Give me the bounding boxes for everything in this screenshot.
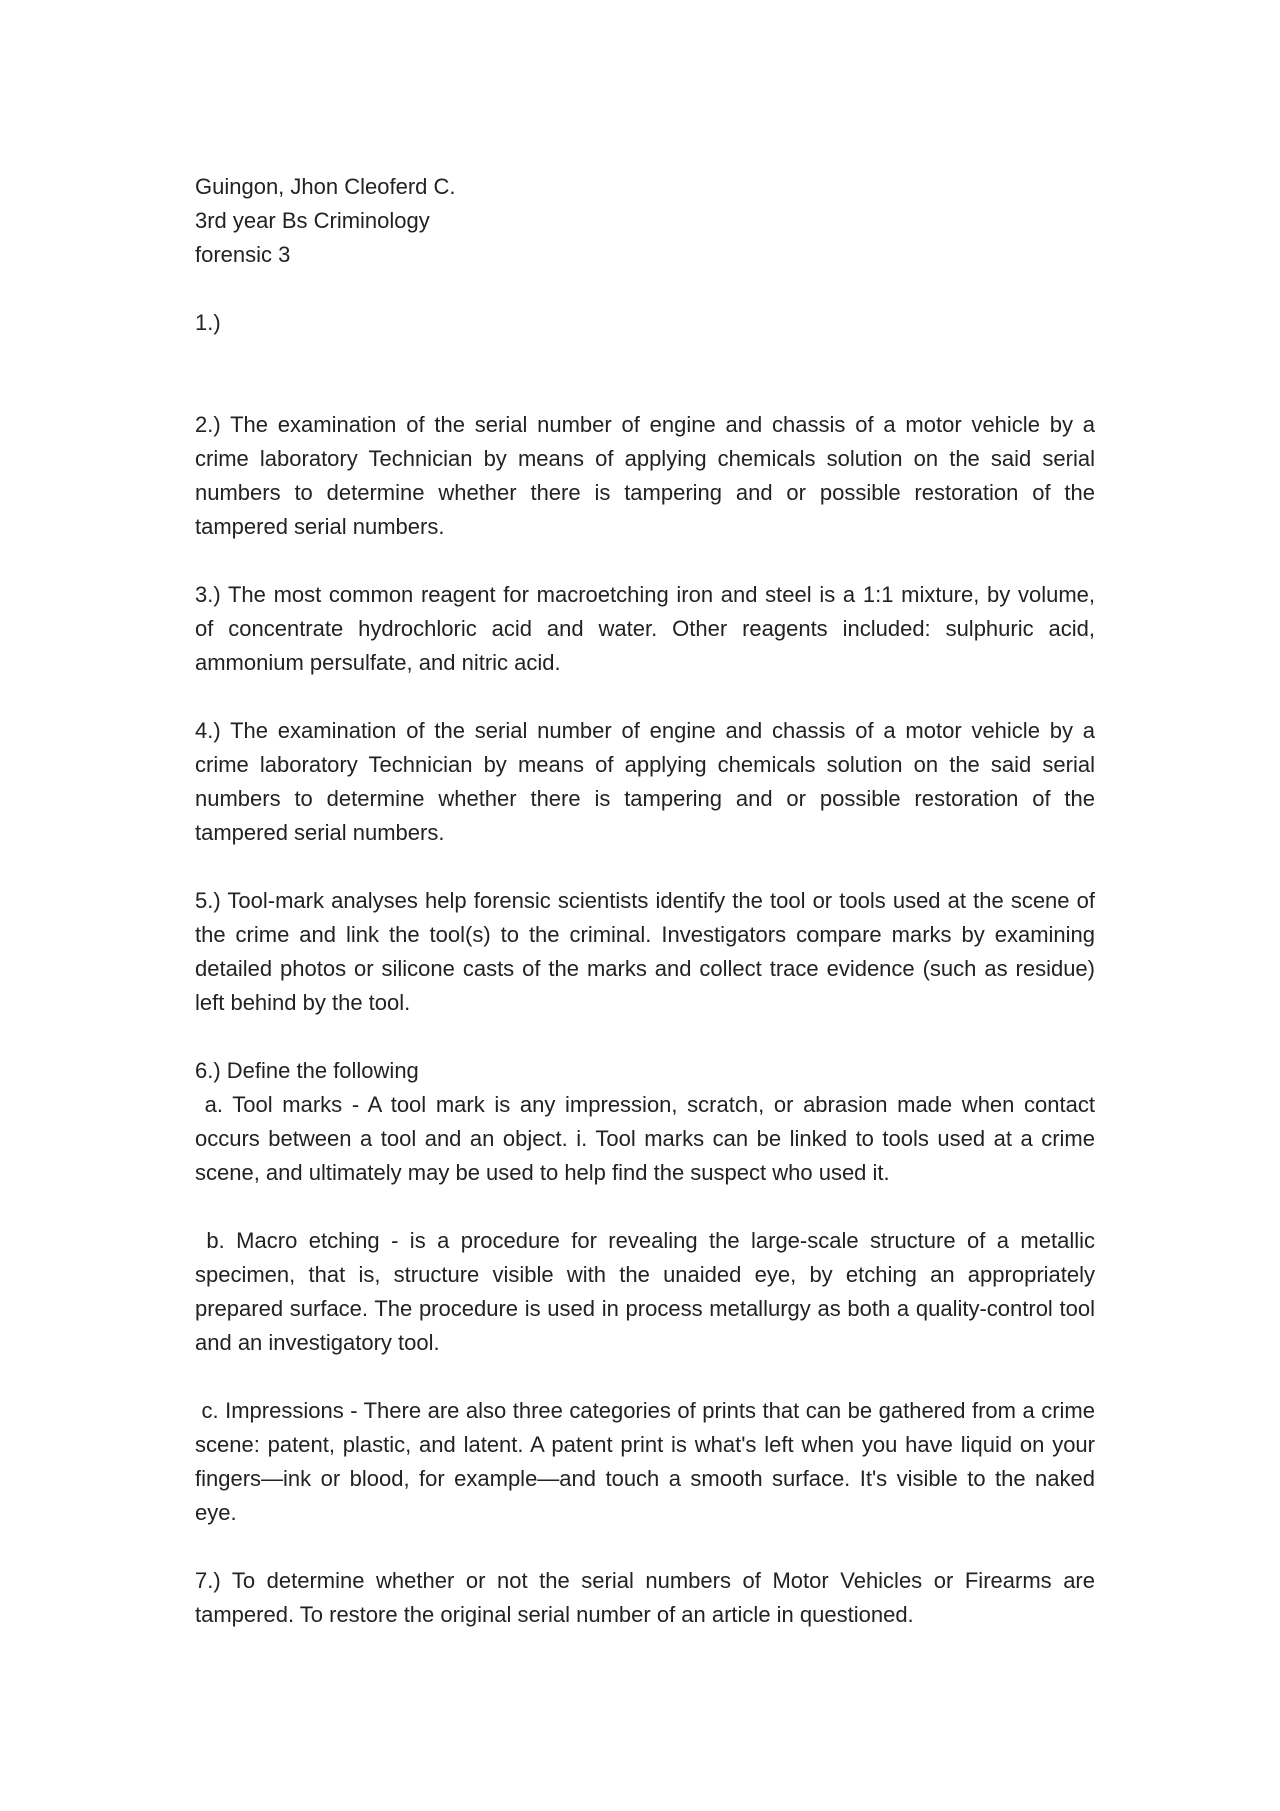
answer-6b: b. Macro etching - is a procedure for revealing the large-scale structure of a metallic specimen, that is, structure visible with the unaided eye, by etching an appropriately prepared surface. The procedure is used in process metallurgy as both a quality-control tool and an investigatory tool.: [195, 1228, 1102, 1355]
student-name: Guingon, Jhon Cleoferd C.: [195, 174, 456, 199]
answer-6a: a. Tool marks - A tool mark is any impression, scratch, or abrasion made when contact occurs between a tool and an object. i. Tool marks can be linked to tools used at a crime scene, and ultimately may be used to help find the suspect who used it.: [195, 1092, 1102, 1185]
document-page: [195, 170, 1102, 1632]
student-year-course: 3rd year Bs Criminology: [195, 208, 430, 233]
answer-3: 3.) The most common reagent for macroetching iron and steel is a 1:1 mixture, by volume, of concentrate hydrochloric acid and water. Other reagents included: sulphuric acid, ammonium persulfate, and nitric acid.: [195, 582, 1095, 675]
answer-4: 4.) The examination of the serial number of engine and chassis of a motor vehicle by a crime laboratory Technician by means of applying chemicals solution on the said serial numbers to determine whether there is tampering and or possible restoration of the tampered serial numbers.: [195, 718, 1095, 845]
answer-2: 2.) The examination of the serial number of engine and chassis of a motor vehicle by a crime laboratory Technician by means of applying chemicals solution on the said serial numbers to determine whether there is tampering and or possible restoration of the tampered serial numbers.: [195, 412, 1095, 539]
answer-6c: c. Impressions - There are also three categories of prints that can be gathered from a crime scene: patent, plastic, and latent. A patent print is what's left when you have liquid on your fingers—ink or blood, for example—and touch a smooth surface. It's visible to the naked eye.: [195, 1398, 1102, 1525]
subject-title: forensic 3: [195, 242, 291, 267]
answer-1: 1.): [195, 310, 221, 335]
answer-7: 7.) To determine whether or not the serial numbers of Motor Vehicles or Firearms are tampered. To restore the original serial number of an article in questioned.: [195, 1568, 1095, 1627]
answer-6-heading: 6.) Define the following: [195, 1058, 419, 1083]
answer-5: 5.) Tool-mark analyses help forensic scientists identify the tool or tools used at the scene of the crime and link the tool(s) to the criminal. Investigators compare marks by examining detailed photos or silicone casts of the marks and collect trace evidence (such as residue) left behind by the tool.: [195, 888, 1095, 1015]
